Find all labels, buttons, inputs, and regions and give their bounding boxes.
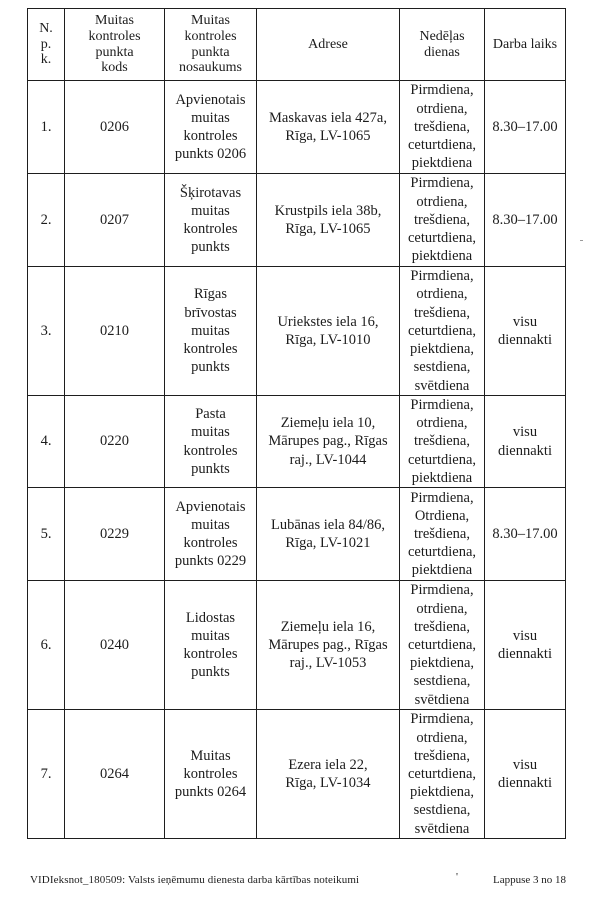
cell-line: Ziemeļu iela 16, [280,618,376,635]
cell-line: visu [512,424,538,441]
point-code: 0229 [65,488,165,581]
row-number: 7. [28,710,65,839]
cell-line: kontroles [183,442,238,459]
cell-line: Pasta [195,406,226,423]
cell-line: visu [512,756,538,773]
cell-line: nosaukums [179,60,242,76]
cell-line: 8.30–17.00 [492,525,558,542]
cell-line: ceturtdiena, [407,322,477,339]
table-row [28,488,566,581]
table-row [28,710,566,839]
cell-line: ceturtdiena, [407,544,477,561]
cell-line: kontroles [183,221,238,237]
cell-line: piektdiena [411,469,473,486]
cell-line: otrdiena, [416,286,468,303]
cell-line: Nedēļas [419,28,465,44]
point-address [257,267,400,396]
cell-line: punkts 0206 [174,146,247,163]
cell-line: k. [40,52,52,68]
cell-line: trešdiena, [414,118,470,135]
point-address [257,488,400,581]
cell-line: Pirmdiena, [410,268,474,285]
cell-line: sestdiena, [413,673,471,690]
working-hours [485,710,566,839]
document-reference: VIDIeksnot_180509: Valsts ieņēmumu dienesta darba kārtības noteikumi [30,874,360,886]
page-number: Lappuse 3 no 18 [493,874,567,886]
working-hours [485,267,566,396]
cell-line: diennakti [498,442,552,459]
point-code: 0220 [65,396,165,488]
cell-line: punkta [191,44,230,60]
point-code: 0240 [65,581,165,710]
table-row [28,581,566,710]
cell-line: punkts [191,460,230,477]
cell-line: Rīga, LV-1065 [285,221,371,237]
scan-speck [580,240,583,241]
cell-line: piektdiena, [409,655,475,672]
cell-line: piektdiena, [409,341,475,358]
cell-line: Lidostas [185,609,236,626]
header-number [28,9,65,81]
point-address [257,174,400,267]
cell-line: otrdiena, [416,193,468,210]
cell-line: Mārupes pag., Rīgas [268,433,388,450]
point-code: 0206 [65,81,165,174]
row-number: 2. [28,174,65,267]
cell-line: Pirmdiena, [410,711,474,728]
working-hours [485,581,566,710]
cell-line: Krustpils iela 38b, [274,202,382,219]
cell-line: muitas [191,516,230,533]
cell-line: sestdiena, [413,802,471,819]
cell-line: punkta [95,44,134,60]
cell-line: trešdiena, [414,618,470,635]
cell-line: Rīga, LV-1010 [285,332,371,348]
cell-line: Pirmdiena, [410,582,474,599]
cell-line: Apvienotais [175,498,246,515]
cell-line: Darba laiks [492,36,558,52]
header-name [165,9,257,81]
cell-line: sestdiena, [413,359,471,376]
cell-line: Apvienotais [175,91,246,108]
cell-line: diennakti [498,332,552,348]
cell-line: muitas [191,202,230,219]
cell-line: Pirmdiena, [410,175,474,192]
cell-line: svētdiena [414,691,470,708]
point-name [165,396,257,488]
cell-line: raj., LV-1053 [289,655,367,672]
cell-line: muitas [191,109,230,126]
working-hours [485,488,566,581]
header-days [400,9,485,81]
row-number: 1. [28,81,65,174]
working-days [400,267,485,396]
cell-line: trešdiena, [414,304,470,321]
cell-line: ceturtdiena, [407,636,477,653]
cell-line: Otrdiena, [414,507,470,524]
cell-line: piektdiena [411,562,473,579]
cell-line: kontroles [88,28,141,44]
cell-line: Lubānas iela 84/86, [271,516,385,533]
working-days [400,396,485,488]
point-code: 0210 [65,267,165,396]
cell-line: brīvostas [184,304,237,321]
row-number: 5. [28,488,65,581]
cell-line: punkts [191,664,230,681]
point-address [257,81,400,174]
cell-line: ceturtdiena, [407,451,477,468]
customs-points-table [27,8,566,839]
cell-line: trešdiena, [414,211,470,228]
working-hours [485,81,566,174]
cell-line: trešdiena, [414,525,470,542]
cell-line: visu [512,313,538,330]
cell-line: punkts 0264 [174,784,247,801]
header-address [257,9,400,81]
table-row [28,396,566,488]
point-name [165,174,257,267]
cell-line: piektdiena, [409,784,475,801]
cell-line: otrdiena, [416,100,468,117]
cell-line: otrdiena, [416,600,468,617]
cell-line: ceturtdiena, [407,230,477,247]
cell-line: Adrese [308,36,348,52]
cell-line: Pirmdiena, [410,82,474,99]
cell-line: muitas [191,424,230,441]
cell-line: Ziemeļu iela 10, [280,415,376,432]
cell-line: kontroles [183,646,238,663]
cell-line: diennakti [498,646,552,663]
cell-line: kontroles [183,765,238,782]
cell-line: Rīga, LV-1021 [285,535,371,552]
cell-line: kontroles [183,535,238,552]
cell-line: svētdiena [414,820,470,837]
cell-line: Maskavas iela 427a, [269,109,387,126]
cell-line: ceturtdiena, [407,765,477,782]
working-hours [485,174,566,267]
cell-line: raj., LV-1044 [289,451,367,468]
cell-line: punkts [191,239,230,256]
cell-line: Uriekstes iela 16, [277,313,379,330]
cell-line: piektdiena [411,248,473,265]
cell-line: trešdiena, [414,747,470,764]
cell-line: N. [39,21,53,37]
cell-line: muitas [191,322,230,339]
stray-mark: ' [456,871,458,883]
cell-line: punkts [191,359,230,376]
working-days [400,81,485,174]
cell-line: Ezera iela 22, [288,756,368,773]
header-hours [485,9,566,81]
point-code: 0207 [65,174,165,267]
cell-line: 8.30–17.00 [492,118,558,135]
cell-line: Pirmdiena, [410,397,474,413]
point-name [165,267,257,396]
row-number: 3. [28,267,65,396]
cell-line: kontroles [184,28,237,44]
cell-line: Muitas [190,747,231,764]
cell-line: otrdiena, [416,729,468,746]
point-name [165,81,257,174]
cell-line: dienas [424,44,460,60]
point-code: 0264 [65,710,165,839]
cell-line: Rīga, LV-1065 [285,128,371,144]
cell-line: diennakti [498,775,552,792]
table-row [28,81,566,174]
working-days [400,488,485,581]
cell-line: p. [40,36,52,52]
table-row [28,174,566,267]
cell-line: Šķirotavas [179,184,242,201]
cell-line: Rīgas [193,286,228,303]
working-days [400,581,485,710]
cell-line: Mārupes pag., Rīgas [268,636,388,653]
cell-line: Muitas [191,13,230,29]
cell-line: kontroles [183,341,238,358]
cell-line: Rīga, LV-1034 [285,775,371,792]
cell-line: svētdiena [414,377,470,394]
cell-line: Muitas [95,13,134,29]
cell-line: Pirmdiena, [410,489,474,506]
cell-line: piektdiena [411,155,473,172]
cell-line: 8.30–17.00 [492,211,558,228]
cell-line: otrdiena, [416,415,468,432]
cell-line: trešdiena, [414,433,470,450]
point-address [257,581,400,710]
point-name [165,710,257,839]
row-number: 4. [28,396,65,488]
cell-line: muitas [191,627,230,644]
cell-line: ceturtdiena, [407,137,477,154]
working-days [400,174,485,267]
point-address [257,396,400,488]
cell-line: kontroles [183,128,238,144]
point-name [165,488,257,581]
table-header-row [28,9,566,81]
working-days [400,710,485,839]
row-number: 6. [28,581,65,710]
point-name [165,581,257,710]
cell-line: punkts 0229 [174,553,247,570]
working-hours [485,396,566,488]
table-row [28,267,566,396]
cell-line: kods [101,60,128,76]
point-address [257,710,400,839]
cell-line: visu [512,627,538,644]
header-code [65,9,165,81]
